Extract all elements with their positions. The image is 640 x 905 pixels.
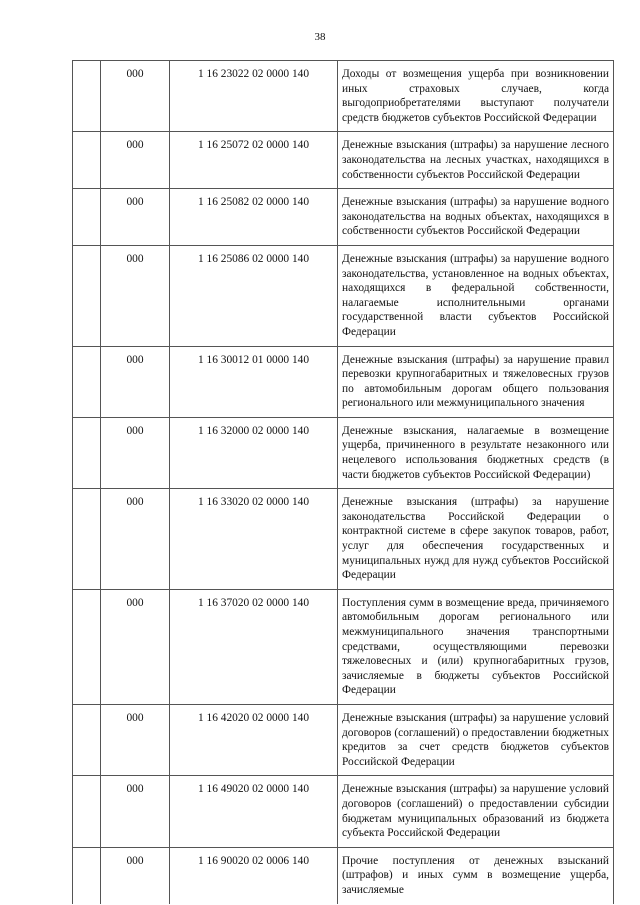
table-row — [73, 132, 614, 189]
description-cell: Денежные взыскания (штрафы) за нарушение законодательства Российской Федерации о контрактной системе в сфере закупок товаров, работ, услуг для обеспечения государственных и муниципальных нужд для нужд субъектов Российской Федерации — [338, 489, 614, 590]
kbk-code-cell: 1 16 37020 02 0000 140 — [170, 589, 338, 704]
description-cell: Денежные взыскания (штрафы) за нарушение условий договоров (соглашений) о предоставлении бюджетных кредитов за счет средств бюджетов субъектов Российской Федерации — [338, 704, 614, 775]
admin-code-cell: 000 — [101, 589, 170, 704]
row-margin-cell — [73, 189, 101, 246]
kbk-code-cell: 1 16 33020 02 0000 140 — [170, 489, 338, 590]
kbk-code-cell: 1 16 25082 02 0000 140 — [170, 189, 338, 246]
admin-code-cell: 000 — [101, 847, 170, 904]
kbk-code-cell: 1 16 23022 02 0000 140 — [170, 61, 338, 132]
admin-code-cell: 000 — [101, 704, 170, 775]
kbk-code-cell: 1 16 30012 01 0000 140 — [170, 346, 338, 417]
row-margin-cell — [73, 589, 101, 704]
kbk-code-cell: 1 16 90020 02 0006 140 — [170, 847, 338, 904]
row-margin-cell — [73, 346, 101, 417]
admin-code-cell: 000 — [101, 245, 170, 346]
kbk-code-cell: 1 16 25086 02 0000 140 — [170, 245, 338, 346]
description-cell: Денежные взыскания (штрафы) за нарушение водного законодательства на водных объектах, находящихся в собственности субъектов Российской Федерации — [338, 189, 614, 246]
description-cell: Денежные взыскания (штрафы) за нарушение условий договоров (соглашений) о предоставлении субсидии бюджетам муниципальных образований из бюджета субъекта Российской Федерации — [338, 776, 614, 847]
table-row — [73, 245, 614, 346]
kbk-code-cell: 1 16 25072 02 0000 140 — [170, 132, 338, 189]
description-cell: Прочие поступления от денежных взысканий (штрафов) и иных сумм в возмещение ущерба, зачисляемые — [338, 847, 614, 904]
table-row — [73, 847, 614, 904]
kbk-code-cell: 1 16 49020 02 0000 140 — [170, 776, 338, 847]
row-margin-cell — [73, 417, 101, 488]
description-cell: Денежные взыскания, налагаемые в возмещение ущерба, причиненного в результате незаконного или нецелевого использования бюджетных средств (в части бюджетов субъектов Российской Федерации) — [338, 417, 614, 488]
admin-code-cell: 000 — [101, 61, 170, 132]
admin-code-cell: 000 — [101, 189, 170, 246]
kbk-code-cell: 1 16 42020 02 0000 140 — [170, 704, 338, 775]
row-margin-cell — [73, 132, 101, 189]
admin-code-cell: 000 — [101, 776, 170, 847]
page-number: 38 — [314, 31, 326, 43]
description-cell: Доходы от возмещения ущерба при возникновении иных страховых случаев, когда выгодоприобретателями выступают получатели средств бюджетов субъектов Российской Федерации — [338, 61, 614, 132]
table-row — [73, 189, 614, 246]
table-row — [73, 704, 614, 775]
table-row — [73, 61, 614, 132]
table-row — [73, 776, 614, 847]
admin-code-cell: 000 — [101, 417, 170, 488]
description-cell: Поступления сумм в возмещение вреда, причиняемого автомобильным дорогам регионального или межмуниципального значения транспортными средствами, осуществляющими перевозки тяжеловесных и (или) крупногабаритных грузов, зачисляемые в бюджеты субъектов Российской Федерации — [338, 589, 614, 704]
admin-code-cell: 000 — [101, 132, 170, 189]
admin-code-cell: 000 — [101, 346, 170, 417]
kbk-code-cell: 1 16 32000 02 0000 140 — [170, 417, 338, 488]
admin-code-cell: 000 — [101, 489, 170, 590]
table-row — [73, 346, 614, 417]
row-margin-cell — [73, 245, 101, 346]
row-margin-cell — [73, 776, 101, 847]
table-row — [73, 589, 614, 704]
row-margin-cell — [73, 847, 101, 904]
row-margin-cell — [73, 61, 101, 132]
row-margin-cell — [73, 489, 101, 590]
table-row — [73, 417, 614, 488]
budget-revenue-table — [72, 60, 614, 904]
description-cell: Денежные взыскания (штрафы) за нарушение водного законодательства, установленное на водных объектах, находящихся в федеральной собственности, налагаемые исполнительными органами государственной власти субъектов Российской Федерации — [338, 245, 614, 346]
description-cell: Денежные взыскания (штрафы) за нарушение лесного законодательства на лесных участках, находящихся в собственности субъектов Российской Федерации — [338, 132, 614, 189]
row-margin-cell — [73, 704, 101, 775]
table-row — [73, 489, 614, 590]
description-cell: Денежные взыскания (штрафы) за нарушение правил перевозки крупногабаритных и тяжеловесных грузов по автомобильным дорогам общего пользования регионального или межмуниципального значения — [338, 346, 614, 417]
